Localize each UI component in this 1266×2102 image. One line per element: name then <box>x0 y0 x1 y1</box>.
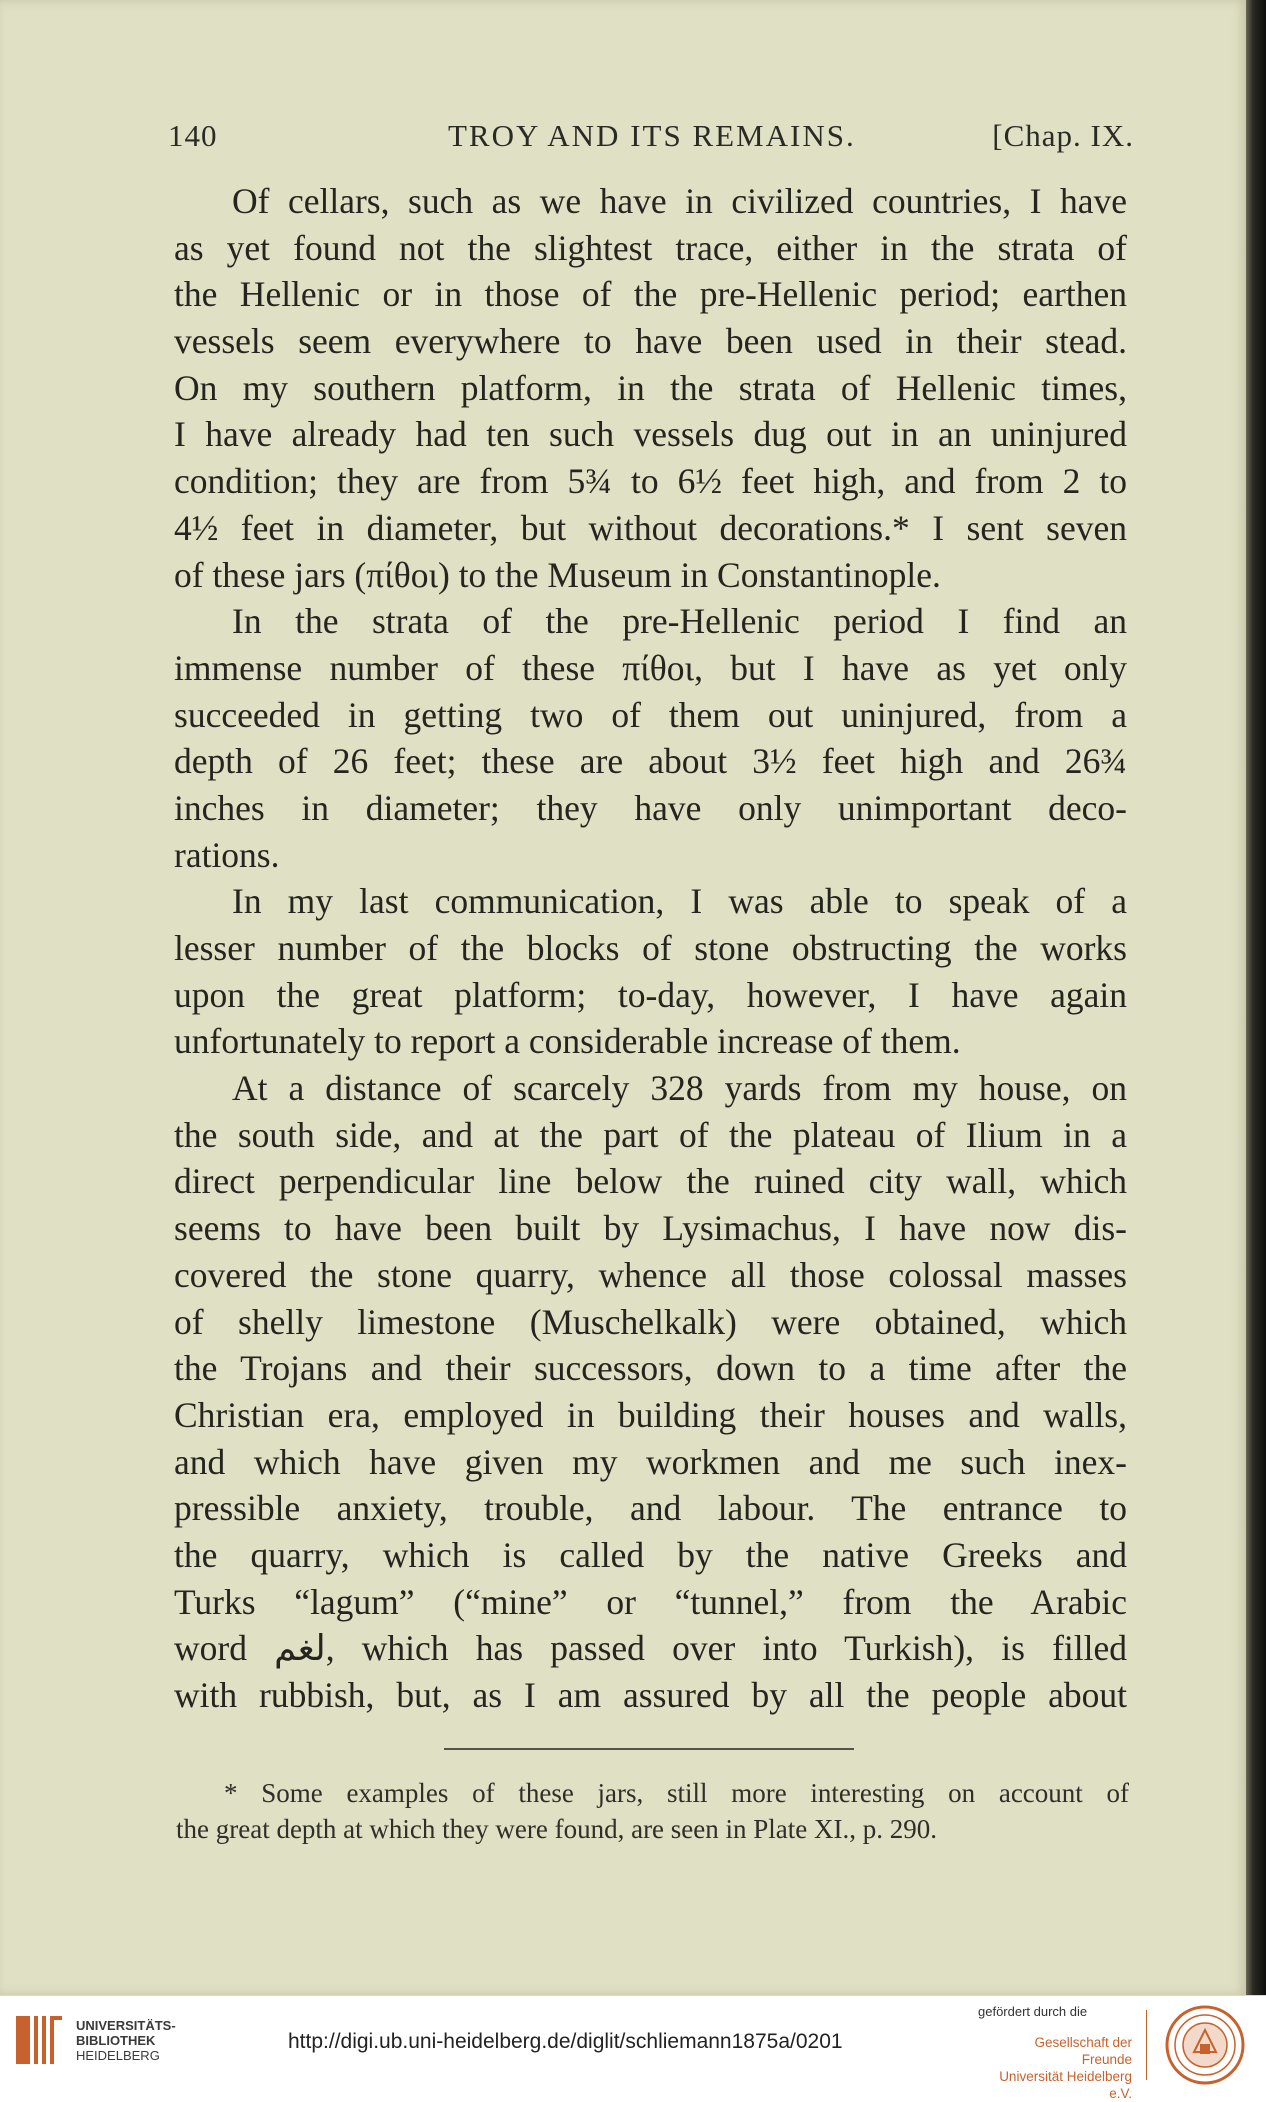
body-text <box>174 178 1127 1719</box>
library-logo-icon[interactable] <box>12 2010 66 2070</box>
text-line: vessels seem everywhere to have been used in their stead. <box>174 321 1127 362</box>
book-spine-edge <box>1246 0 1266 1995</box>
text-line: upon the great platform; to-day, however, I have again <box>174 974 1127 1015</box>
text-line: condition; they are from 5¾ to 6½ feet high, and from 2 to <box>174 461 1127 502</box>
footnote-divider <box>444 1748 854 1750</box>
text-line: of shelly limestone (Muschelkalk) were obtained, which <box>174 1301 1127 1342</box>
text-line: direct perpendicular line below the ruined city wall, which <box>174 1161 1127 1202</box>
library-name[interactable]: UNIVERSITÄTS- BIBLIOTHEK HEIDELBERG <box>76 2018 176 2063</box>
permalink-url[interactable]: http://digi.ub.uni-heidelberg.de/diglit/schliemann1875a/0201 <box>288 2030 843 2053</box>
text-line: On my southern platform, in the strata of Hellenic times, <box>174 367 1127 408</box>
text-line: the Trojans and their successors, down to a time after the <box>174 1348 1127 1389</box>
page-number: 140 <box>168 118 218 153</box>
chapter-label: [Chap. IX. <box>992 118 1134 153</box>
text-line: lesser number of the blocks of stone obstructing the works <box>174 928 1127 968</box>
university-seal-icon[interactable] <box>1164 2004 1246 2086</box>
text-line: the Hellenic or in those of the pre-Hellenic period; earthen <box>174 274 1127 315</box>
footnote-line: the great depth at which they were found, are seen in Plate XI., p. 290. <box>176 1814 937 1844</box>
footnote-line: * Some examples of these jars, still more interesting on account of <box>224 1778 1129 1808</box>
text-line: rations. <box>174 834 280 875</box>
text-line: unfortunately to report a considerable increase of them. <box>174 1021 961 1062</box>
viewer-footer <box>0 1995 1266 2101</box>
text-line: Turks “lagum” (“mine” or “tunnel,” from the Arabic <box>174 1581 1127 1622</box>
text-line: and which have given my workmen and me such inex- <box>174 1441 1127 1482</box>
text-line: word لغم, which has passed over into Turkish), is filled <box>174 1628 1127 1669</box>
text-line: the quarry, which is called by the native Greeks and <box>174 1534 1127 1575</box>
text-line: 4½ feet in diameter, but without decorations.* I sent seven <box>174 507 1127 548</box>
text-line: succeeded in getting two of them out uninjured, from a <box>174 694 1127 735</box>
text-line: I have already had ten such vessels dug out in an uninjured <box>174 414 1127 455</box>
text-line: seems to have been built by Lysimachus, I have now dis- <box>174 1208 1127 1249</box>
running-title: TROY AND ITS REMAINS. <box>448 118 856 153</box>
text-line: of these jars (πίθοι) to the Museum in Constantinople. <box>174 554 941 595</box>
text-line: Christian era, employed in building their houses and walls, <box>174 1394 1127 1435</box>
text-line: the south side, and at the part of the plateau of Ilium in a <box>174 1114 1127 1155</box>
sponsor-name[interactable]: Gesellschaft der Freunde Universität Heidelberg e.V. <box>999 2035 1132 2101</box>
text-line: immense number of these πίθοι, but I have as yet only <box>174 647 1127 688</box>
text-line: Of cellars, such as we have in civilized countries, I have <box>232 181 1127 221</box>
text-line: In the strata of the pre-Hellenic period I find an <box>232 601 1127 642</box>
footer-divider <box>1146 2010 1147 2080</box>
text-line: pressible anxiety, trouble, and labour. The entrance to <box>174 1488 1127 1529</box>
text-line: At a distance of scarcely 328 yards from my house, on <box>232 1068 1127 1109</box>
text-line: In my last communication, I was able to speak of a <box>232 881 1127 922</box>
text-line: as yet found not the slightest trace, either in the strata of <box>174 227 1127 268</box>
sponsor-label: gefördert durch die <box>978 2004 1088 2019</box>
text-line: covered the stone quarry, whence all those colossal masses <box>174 1254 1127 1295</box>
text-line: depth of 26 feet; these are about 3½ feet high and 26¾ <box>174 741 1127 782</box>
text-line: with rubbish, but, as I am assured by all the people about <box>174 1675 1127 1715</box>
footnote <box>176 1775 1129 1847</box>
text-line: inches in diameter; they have only unimportant deco- <box>174 787 1127 828</box>
